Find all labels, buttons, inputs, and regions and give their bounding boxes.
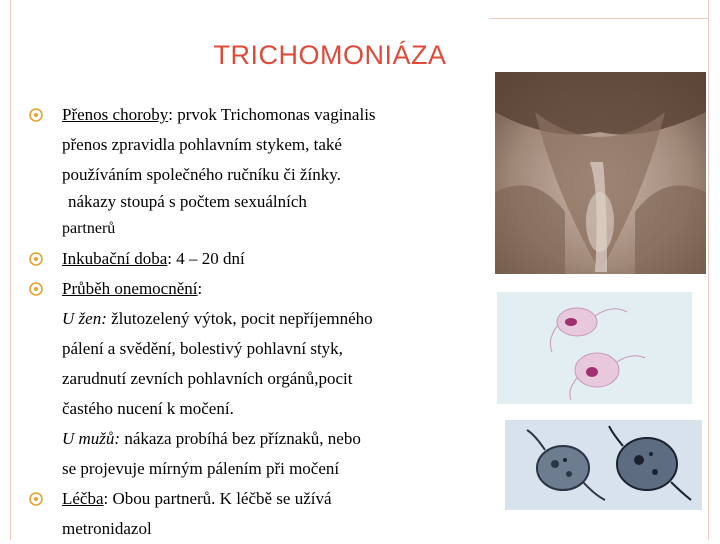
course-line-4: častého nucení k močení. [62, 399, 234, 418]
course-men-line [62, 424, 361, 454]
bullet-treatment [62, 484, 332, 514]
trichomonas-stained-microscopy [497, 292, 692, 404]
transmission-line-3: používáním společného ručníku či žínky. [62, 165, 341, 184]
course-text: : [197, 279, 203, 298]
transmission-label: Přenos choroby [62, 105, 169, 124]
bullet-transmission [62, 100, 376, 130]
women-text: žlutozelený výtok, pocit nepříjemného [106, 309, 373, 328]
course-line-3: zarudnutí zevních pohlavních orgánů,pocit [62, 369, 353, 388]
treatment-text: : Obou partnerů. K léčbě se užívá [103, 489, 332, 508]
incubation-label: Inkubační doba [62, 249, 168, 268]
slide-title: TRICHOMONIÁZA [213, 40, 447, 70]
treatment-line-2: metronidazol [62, 519, 152, 538]
course-label: Průběh onemocnění [62, 279, 198, 298]
transmission-text: : prvok Trichomonas vaginalis [168, 105, 376, 124]
bullet-incubation [62, 244, 245, 274]
bullet-icon [28, 107, 44, 123]
incubation-text: : 4 – 20 dní [167, 249, 245, 268]
frame-line-left [10, 0, 11, 540]
bullet-icon [28, 281, 44, 297]
course-line-6: se projevuje mírným pálením při močení [62, 459, 340, 478]
men-label: U mužů: [62, 429, 121, 448]
transmission-line-4: nákazy stoupá s počtem sexuálních [68, 192, 307, 211]
bullet-icon [28, 491, 44, 507]
clinical-photo [495, 72, 706, 274]
women-label: U žen: [62, 309, 107, 328]
bullet-course [62, 274, 202, 304]
transmission-line-5: partnerů [62, 220, 116, 237]
course-line-2: pálení a svědění, bolestivý pohlavní styk, [62, 339, 343, 358]
trichomonas-microscopy [505, 420, 702, 510]
frame-line-top [490, 18, 709, 19]
treatment-label: Léčba [62, 489, 104, 508]
men-text: nákaza probíhá bez příznaků, nebo [120, 429, 361, 448]
frame-line-right [708, 0, 709, 540]
bullet-icon [28, 251, 44, 267]
transmission-line-2: přenos zpravidla pohlavním stykem, také [62, 135, 342, 154]
course-women-line [62, 304, 373, 334]
